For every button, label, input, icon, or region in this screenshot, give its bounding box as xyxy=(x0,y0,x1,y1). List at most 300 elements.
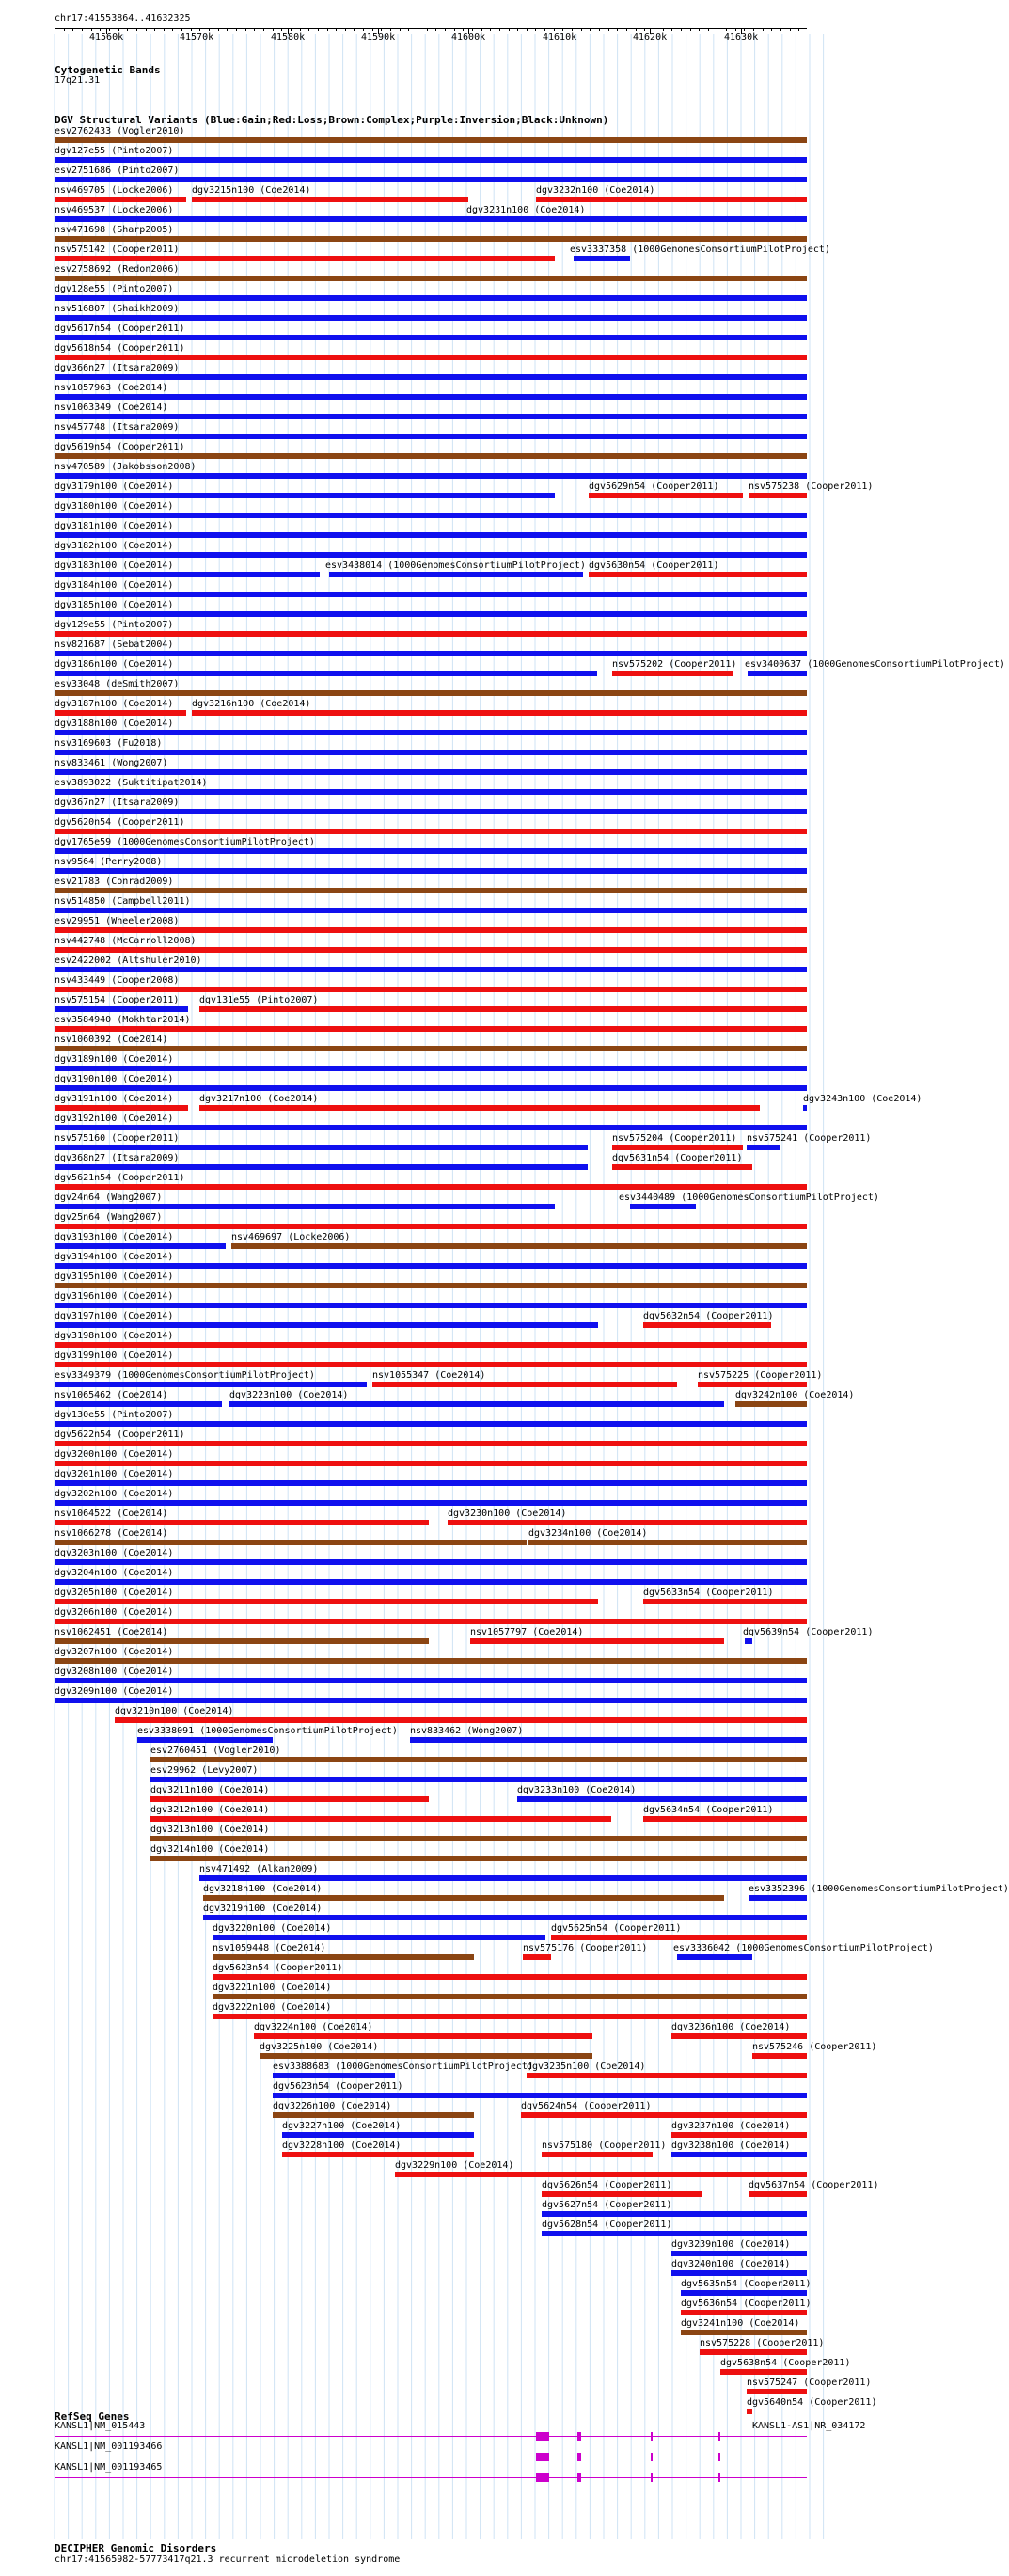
variant-bar[interactable] xyxy=(55,256,555,261)
variant-label[interactable]: dgv3236n100 (Coe2014) xyxy=(671,2022,791,2032)
variant-label[interactable]: dgv3192n100 (Coe2014) xyxy=(55,1114,174,1124)
variant-label[interactable]: nsv833462 (Wong2007) xyxy=(410,1726,524,1736)
variant-label[interactable]: nsv575238 (Cooper2011) xyxy=(749,482,874,492)
variant-label[interactable]: dgv3201n100 (Coe2014) xyxy=(55,1469,174,1479)
variant-label[interactable]: dgv3188n100 (Coe2014) xyxy=(55,719,174,729)
decipher-track-title[interactable]: DECIPHER Genomic Disorders xyxy=(55,2542,217,2554)
variant-label[interactable]: nsv9564 (Perry2008) xyxy=(55,857,163,867)
variant-label[interactable]: dgv3242n100 (Coe2014) xyxy=(735,1390,855,1400)
variant-label[interactable]: dgv5638n54 (Cooper2011) xyxy=(720,2358,851,2368)
variant-label[interactable]: dgv5640n54 (Cooper2011) xyxy=(747,2397,877,2408)
variant-label[interactable]: dgv5629n54 (Cooper2011) xyxy=(589,482,719,492)
variant-bar[interactable] xyxy=(137,1737,273,1743)
variant-label[interactable]: dgv3207n100 (Coe2014) xyxy=(55,1647,174,1657)
variant-label[interactable]: dgv128e55 (Pinto2007) xyxy=(55,284,174,294)
variant-bar[interactable] xyxy=(55,848,807,854)
variant-label[interactable]: dgv5628n54 (Cooper2011) xyxy=(542,2220,672,2230)
variant-label[interactable]: esv3338091 (1000GenomesConsortiumPilotProject) xyxy=(137,1726,398,1736)
variant-bar[interactable] xyxy=(192,197,468,202)
variant-bar[interactable] xyxy=(748,671,807,676)
variant-bar[interactable] xyxy=(55,1006,188,1012)
variant-label[interactable]: esv3352396 (1000GenomesConsortiumPilotProject) xyxy=(749,1884,1009,1894)
variant-bar[interactable] xyxy=(643,1322,771,1328)
variant-bar[interactable] xyxy=(213,2014,807,2019)
variant-bar[interactable] xyxy=(213,1954,474,1960)
variant-label[interactable]: dgv127e55 (Pinto2007) xyxy=(55,146,174,156)
variant-bar[interactable] xyxy=(517,1796,807,1802)
variant-label[interactable]: nsv469537 (Locke2006) xyxy=(55,205,174,215)
variant-bar[interactable] xyxy=(55,295,807,301)
variant-label[interactable]: dgv5619n54 (Cooper2011) xyxy=(55,442,185,452)
variant-label[interactable]: esv2762433 (Vogler2010) xyxy=(55,126,185,136)
variant-bar[interactable] xyxy=(199,1105,760,1111)
variant-label[interactable]: dgv5623n54 (Cooper2011) xyxy=(273,2081,403,2092)
variant-label[interactable]: dgv5633n54 (Cooper2011) xyxy=(643,1588,774,1598)
gene-exon[interactable] xyxy=(718,2473,720,2482)
variant-label[interactable]: nsv1060392 (Coe2014) xyxy=(55,1035,168,1045)
gene-exon[interactable] xyxy=(536,2473,549,2482)
variant-bar[interactable] xyxy=(55,1421,807,1427)
variant-bar[interactable] xyxy=(612,1145,743,1150)
variant-label[interactable]: dgv5637n54 (Cooper2011) xyxy=(749,2180,879,2190)
variant-bar[interactable] xyxy=(536,197,807,202)
variant-label[interactable]: dgv5626n54 (Cooper2011) xyxy=(542,2180,672,2190)
variant-bar[interactable] xyxy=(55,453,807,459)
variant-label[interactable]: dgv3216n100 (Coe2014) xyxy=(192,699,311,709)
variant-bar[interactable] xyxy=(55,1145,588,1150)
variant-bar[interactable] xyxy=(752,2053,807,2059)
variant-bar[interactable] xyxy=(55,1184,807,1190)
variant-label[interactable]: dgv3209n100 (Coe2014) xyxy=(55,1686,174,1697)
variant-bar[interactable] xyxy=(55,157,807,163)
variant-bar[interactable] xyxy=(55,750,807,755)
variant-label[interactable]: dgv3243n100 (Coe2014) xyxy=(803,1094,922,1104)
variant-label[interactable]: nsv457748 (Itsara2009) xyxy=(55,422,180,433)
variant-label[interactable]: esv2760451 (Vogler2010) xyxy=(150,1746,281,1756)
variant-label[interactable]: esv33048 (deSmith2007) xyxy=(55,679,180,689)
variant-bar[interactable] xyxy=(213,1935,545,1940)
variant-label[interactable]: dgv3228n100 (Coe2014) xyxy=(282,2141,402,2151)
variant-bar[interactable] xyxy=(55,1559,807,1565)
variant-label[interactable]: dgv3232n100 (Coe2014) xyxy=(536,185,655,196)
variant-bar[interactable] xyxy=(55,1658,807,1664)
variant-label[interactable]: dgv3202n100 (Coe2014) xyxy=(55,1489,174,1499)
variant-label[interactable]: dgv3215n100 (Coe2014) xyxy=(192,185,311,196)
variant-label[interactable]: nsv469697 (Locke2006) xyxy=(231,1232,351,1242)
variant-label[interactable]: dgv3217n100 (Coe2014) xyxy=(199,1094,319,1104)
variant-label[interactable]: dgv5635n54 (Cooper2011) xyxy=(681,2279,812,2289)
variant-bar[interactable] xyxy=(55,789,807,795)
variant-label[interactable]: dgv3189n100 (Coe2014) xyxy=(55,1054,174,1065)
variant-bar[interactable] xyxy=(55,888,807,893)
variant-bar[interactable] xyxy=(55,1362,807,1367)
variant-bar[interactable] xyxy=(55,1224,807,1229)
variant-label[interactable]: dgv5639n54 (Cooper2011) xyxy=(743,1627,874,1637)
variant-label[interactable]: dgv3198n100 (Coe2014) xyxy=(55,1331,174,1341)
variant-bar[interactable] xyxy=(55,1382,367,1387)
variant-label[interactable]: dgv5625n54 (Cooper2011) xyxy=(551,1923,682,1934)
variant-label[interactable]: nsv516807 (Shaikh2009) xyxy=(55,304,180,314)
gene-exon[interactable] xyxy=(651,2453,653,2461)
gene-label[interactable]: KANSL1|NM_015443 xyxy=(55,2421,146,2431)
variant-bar[interactable] xyxy=(55,1540,527,1545)
variant-label[interactable]: nsv575228 (Cooper2011) xyxy=(700,2338,825,2348)
refseq-extra-label[interactable]: KANSL1-AS1|NR_034172 xyxy=(752,2421,866,2431)
variant-bar[interactable] xyxy=(681,2330,807,2335)
variant-label[interactable]: esv3336042 (1000GenomesConsortiumPilotProject) xyxy=(673,1943,934,1953)
variant-label[interactable]: esv3388683 (1000GenomesConsortiumPilotProject) xyxy=(273,2062,533,2072)
refseq-track-title[interactable]: RefSeq Genes xyxy=(55,2410,130,2423)
cytoband-track-title[interactable]: Cytogenetic Bands xyxy=(55,64,161,76)
variant-label[interactable]: nsv1057797 (Coe2014) xyxy=(470,1627,584,1637)
variant-label[interactable]: esv2758692 (Redon2006) xyxy=(55,264,180,275)
variant-bar[interactable] xyxy=(55,394,807,400)
variant-bar[interactable] xyxy=(735,1401,807,1407)
variant-bar[interactable] xyxy=(745,1638,752,1644)
variant-label[interactable]: esv3337358 (1000GenomesConsortiumPilotProject) xyxy=(570,245,830,255)
gene-label[interactable]: KANSL1|NM_001193466 xyxy=(55,2442,163,2452)
variant-bar[interactable] xyxy=(55,690,807,696)
variant-label[interactable]: dgv3205n100 (Coe2014) xyxy=(55,1588,174,1598)
variant-bar[interactable] xyxy=(671,2132,807,2138)
variant-label[interactable]: nsv1065462 (Coe2014) xyxy=(55,1390,168,1400)
variant-bar[interactable] xyxy=(542,2231,807,2236)
variant-bar[interactable] xyxy=(410,1737,807,1743)
variant-bar[interactable] xyxy=(55,572,320,577)
variant-bar[interactable] xyxy=(55,967,807,972)
variant-label[interactable]: nsv469705 (Locke2006) xyxy=(55,185,174,196)
variant-label[interactable]: nsv1063349 (Coe2014) xyxy=(55,403,168,413)
variant-bar[interactable] xyxy=(55,434,807,439)
variant-label[interactable]: nsv575204 (Cooper2011) xyxy=(612,1133,737,1144)
variant-bar[interactable] xyxy=(574,256,630,261)
variant-label[interactable]: dgv3191n100 (Coe2014) xyxy=(55,1094,174,1104)
variant-label[interactable]: dgv5624n54 (Cooper2011) xyxy=(521,2101,652,2111)
variant-label[interactable]: dgv5630n54 (Cooper2011) xyxy=(589,561,719,571)
variant-label[interactable]: dgv5631n54 (Cooper2011) xyxy=(612,1153,743,1163)
variant-label[interactable]: nsv575160 (Cooper2011) xyxy=(55,1133,180,1144)
variant-bar[interactable] xyxy=(720,2369,807,2375)
variant-bar[interactable] xyxy=(55,236,807,242)
variant-bar[interactable] xyxy=(55,532,807,538)
variant-bar[interactable] xyxy=(55,1243,226,1249)
variant-bar[interactable] xyxy=(282,2152,474,2157)
variant-label[interactable]: esv3400637 (1000GenomesConsortiumPilotProject) xyxy=(745,659,1005,670)
variant-label[interactable]: dgv3180n100 (Coe2014) xyxy=(55,501,174,512)
variant-label[interactable]: nsv470589 (Jakobsson2008) xyxy=(55,462,197,472)
decipher-entry[interactable]: chr17:41565982-57773417q21.3 recurrent microdeletion syndrome xyxy=(55,2554,401,2565)
variant-label[interactable]: dgv3225n100 (Coe2014) xyxy=(260,2042,379,2052)
variant-bar[interactable] xyxy=(55,177,807,182)
variant-label[interactable]: esv3438014 (1000GenomesConsortiumPilotProject) xyxy=(325,561,586,571)
variant-bar[interactable] xyxy=(677,1954,752,1960)
variant-bar[interactable] xyxy=(749,1895,807,1901)
gene-exon[interactable] xyxy=(577,2432,581,2441)
variant-bar[interactable] xyxy=(55,374,807,380)
variant-label[interactable]: dgv3186n100 (Coe2014) xyxy=(55,659,174,670)
variant-label[interactable]: dgv3197n100 (Coe2014) xyxy=(55,1311,174,1321)
variant-bar[interactable] xyxy=(55,1638,429,1644)
variant-bar[interactable] xyxy=(55,1520,429,1525)
variant-bar[interactable] xyxy=(542,2191,702,2197)
variant-label[interactable]: dgv131e55 (Pinto2007) xyxy=(199,995,319,1005)
variant-bar[interactable] xyxy=(55,1599,598,1604)
variant-label[interactable]: dgv5621n54 (Cooper2011) xyxy=(55,1173,185,1183)
variant-label[interactable]: dgv5636n54 (Cooper2011) xyxy=(681,2299,812,2309)
variant-label[interactable]: dgv5622n54 (Cooper2011) xyxy=(55,1430,185,1440)
variant-bar[interactable] xyxy=(273,2073,395,2078)
variant-bar[interactable] xyxy=(55,868,807,874)
variant-bar[interactable] xyxy=(671,2152,807,2157)
gene-exon[interactable] xyxy=(536,2453,549,2461)
variant-bar[interactable] xyxy=(329,572,583,577)
variant-bar[interactable] xyxy=(55,987,807,992)
variant-label[interactable]: esv3349379 (1000GenomesConsortiumPilotProject) xyxy=(55,1370,315,1381)
variant-bar[interactable] xyxy=(55,1105,188,1111)
variant-label[interactable]: nsv821687 (Sebat2004) xyxy=(55,640,174,650)
variant-bar[interactable] xyxy=(273,2093,807,2098)
variant-label[interactable]: dgv3195n100 (Coe2014) xyxy=(55,1272,174,1282)
variant-bar[interactable] xyxy=(55,710,186,716)
variant-label[interactable]: dgv3200n100 (Coe2014) xyxy=(55,1449,174,1460)
variant-bar[interactable] xyxy=(528,1540,807,1545)
variant-bar[interactable] xyxy=(55,1125,807,1130)
variant-bar[interactable] xyxy=(55,1678,807,1683)
variant-label[interactable]: esv21783 (Conrad2009) xyxy=(55,877,174,887)
variant-label[interactable]: nsv1066278 (Coe2014) xyxy=(55,1528,168,1539)
variant-label[interactable]: nsv575247 (Cooper2011) xyxy=(747,2378,872,2388)
variant-bar[interactable] xyxy=(229,1401,724,1407)
variant-bar[interactable] xyxy=(55,315,807,321)
variant-label[interactable]: dgv3233n100 (Coe2014) xyxy=(517,1785,637,1795)
variant-label[interactable]: nsv514850 (Campbell2011) xyxy=(55,896,191,907)
variant-label[interactable]: dgv3241n100 (Coe2014) xyxy=(681,2318,800,2329)
variant-label[interactable]: dgv3185n100 (Coe2014) xyxy=(55,600,174,610)
variant-label[interactable]: esv29951 (Wheeler2008) xyxy=(55,916,180,926)
variant-label[interactable]: dgv3187n100 (Coe2014) xyxy=(55,699,174,709)
variant-bar[interactable] xyxy=(643,1816,807,1822)
variant-label[interactable]: dgv129e55 (Pinto2007) xyxy=(55,620,174,630)
variant-bar[interactable] xyxy=(55,355,807,360)
variant-bar[interactable] xyxy=(527,2073,807,2078)
variant-label[interactable]: esv3893022 (Suktitipat2014) xyxy=(55,778,208,788)
variant-label[interactable]: dgv3190n100 (Coe2014) xyxy=(55,1074,174,1084)
variant-bar[interactable] xyxy=(213,1994,807,1999)
variant-label[interactable]: nsv433449 (Cooper2008) xyxy=(55,975,180,986)
variant-label[interactable]: dgv3211n100 (Coe2014) xyxy=(150,1785,270,1795)
variant-label[interactable]: nsv575154 (Cooper2011) xyxy=(55,995,180,1005)
variant-bar[interactable] xyxy=(747,2389,807,2394)
variant-bar[interactable] xyxy=(55,552,807,558)
variant-bar[interactable] xyxy=(372,1382,677,1387)
variant-bar[interactable] xyxy=(749,2191,807,2197)
variant-bar[interactable] xyxy=(671,2251,807,2256)
variant-label[interactable]: dgv3199n100 (Coe2014) xyxy=(55,1351,174,1361)
variant-label[interactable]: dgv3218n100 (Coe2014) xyxy=(203,1884,323,1894)
variant-bar[interactable] xyxy=(55,493,555,498)
variant-label[interactable]: nsv575142 (Cooper2011) xyxy=(55,245,180,255)
variant-bar[interactable] xyxy=(55,1303,807,1308)
variant-bar[interactable] xyxy=(115,1717,807,1723)
variant-label[interactable]: dgv3212n100 (Coe2014) xyxy=(150,1805,270,1815)
variant-bar[interactable] xyxy=(55,730,807,735)
variant-bar[interactable] xyxy=(542,2211,807,2217)
variant-bar[interactable] xyxy=(55,908,807,913)
variant-bar[interactable] xyxy=(466,216,807,222)
variant-label[interactable]: dgv5634n54 (Cooper2011) xyxy=(643,1805,774,1815)
variant-bar[interactable] xyxy=(470,1638,724,1644)
variant-label[interactable]: dgv5618n54 (Cooper2011) xyxy=(55,343,185,354)
gene-exon[interactable] xyxy=(718,2453,720,2461)
variant-label[interactable]: dgv3214n100 (Coe2014) xyxy=(150,1844,270,1855)
variant-label[interactable]: dgv3223n100 (Coe2014) xyxy=(229,1390,349,1400)
variant-label[interactable]: dgv3184n100 (Coe2014) xyxy=(55,580,174,591)
variant-label[interactable]: dgv3239n100 (Coe2014) xyxy=(671,2239,791,2250)
variant-bar[interactable] xyxy=(203,1895,724,1901)
gene-exon[interactable] xyxy=(577,2453,581,2461)
variant-label[interactable]: nsv575180 (Cooper2011) xyxy=(542,2141,667,2151)
variant-bar[interactable] xyxy=(55,769,807,775)
variant-label[interactable]: dgv3194n100 (Coe2014) xyxy=(55,1252,174,1262)
variant-label[interactable]: dgv3237n100 (Coe2014) xyxy=(671,2121,791,2131)
variant-bar[interactable] xyxy=(150,1816,611,1822)
variant-label[interactable]: dgv3224n100 (Coe2014) xyxy=(254,2022,373,2032)
variant-bar[interactable] xyxy=(55,1283,807,1288)
variant-bar[interactable] xyxy=(395,2172,807,2177)
variant-label[interactable]: nsv575225 (Cooper2011) xyxy=(698,1370,823,1381)
variant-bar[interactable] xyxy=(55,1046,807,1051)
gene-exon[interactable] xyxy=(651,2432,653,2441)
variant-label[interactable]: dgv25n64 (Wang2007) xyxy=(55,1212,163,1223)
variant-label[interactable]: dgv3219n100 (Coe2014) xyxy=(203,1904,323,1914)
variant-bar[interactable] xyxy=(671,2033,807,2039)
variant-label[interactable]: dgv3193n100 (Coe2014) xyxy=(55,1232,174,1242)
variant-bar[interactable] xyxy=(55,216,466,222)
variant-bar[interactable] xyxy=(150,1836,807,1841)
variant-bar[interactable] xyxy=(671,2270,807,2276)
variant-label[interactable]: dgv3229n100 (Coe2014) xyxy=(395,2160,514,2171)
variant-label[interactable]: dgv3182n100 (Coe2014) xyxy=(55,541,174,551)
variant-label[interactable]: dgv3179n100 (Coe2014) xyxy=(55,482,174,492)
variant-label[interactable]: dgv5620n54 (Cooper2011) xyxy=(55,817,185,828)
gene-exon[interactable] xyxy=(651,2473,653,2482)
variant-bar[interactable] xyxy=(55,473,807,479)
variant-bar[interactable] xyxy=(681,2290,807,2296)
variant-label[interactable]: dgv24n64 (Wang2007) xyxy=(55,1193,163,1203)
variant-bar[interactable] xyxy=(282,2132,474,2138)
variant-bar[interactable] xyxy=(254,2033,592,2039)
variant-label[interactable]: dgv367n27 (Itsara2009) xyxy=(55,798,180,808)
variant-bar[interactable] xyxy=(747,1145,780,1150)
variant-bar[interactable] xyxy=(55,1441,807,1446)
variant-label[interactable]: nsv575241 (Cooper2011) xyxy=(747,1133,872,1144)
variant-label[interactable]: esv2422002 (Altshuler2010) xyxy=(55,956,202,966)
variant-label[interactable]: nsv471698 (Sharp2005) xyxy=(55,225,174,235)
variant-bar[interactable] xyxy=(199,1006,807,1012)
variant-bar[interactable] xyxy=(55,829,807,834)
variant-bar[interactable] xyxy=(55,414,807,419)
variant-bar[interactable] xyxy=(803,1105,807,1111)
variant-bar[interactable] xyxy=(681,2310,807,2315)
variant-label[interactable]: nsv3169603 (Fu2018) xyxy=(55,738,163,749)
variant-label[interactable]: dgv5632n54 (Cooper2011) xyxy=(643,1311,774,1321)
variant-bar[interactable] xyxy=(150,1757,807,1762)
gene-exon[interactable] xyxy=(577,2473,581,2482)
variant-bar[interactable] xyxy=(55,335,807,340)
variant-bar[interactable] xyxy=(55,809,807,814)
variant-label[interactable]: nsv1062451 (Coe2014) xyxy=(55,1627,168,1637)
variant-label[interactable]: dgv368n27 (Itsara2009) xyxy=(55,1153,180,1163)
variant-label[interactable]: dgv3221n100 (Coe2014) xyxy=(213,1983,332,1993)
gene-exon[interactable] xyxy=(718,2432,720,2441)
variant-bar[interactable] xyxy=(55,1619,807,1624)
variant-label[interactable]: nsv575246 (Cooper2011) xyxy=(752,2042,877,2052)
variant-bar[interactable] xyxy=(150,1856,807,1861)
variant-label[interactable]: esv3584940 (Mokhtar2014) xyxy=(55,1015,191,1025)
variant-bar[interactable] xyxy=(612,671,733,676)
variant-bar[interactable] xyxy=(55,1085,807,1091)
variant-label[interactable]: dgv3238n100 (Coe2014) xyxy=(671,2141,791,2151)
variant-label[interactable]: dgv366n27 (Itsara2009) xyxy=(55,363,180,373)
variant-label[interactable]: dgv3240n100 (Coe2014) xyxy=(671,2259,791,2269)
variant-label[interactable]: dgv3234n100 (Coe2014) xyxy=(528,1528,648,1539)
variant-label[interactable]: dgv3220n100 (Coe2014) xyxy=(213,1923,332,1934)
variant-label[interactable]: dgv5623n54 (Cooper2011) xyxy=(213,1963,343,1973)
variant-bar[interactable] xyxy=(612,1164,752,1170)
variant-label[interactable]: dgv1765e59 (1000GenomesConsortiumPilotProject) xyxy=(55,837,315,847)
variant-label[interactable]: dgv3181n100 (Coe2014) xyxy=(55,521,174,531)
variant-bar[interactable] xyxy=(55,611,807,617)
variant-label[interactable]: dgv3222n100 (Coe2014) xyxy=(213,2002,332,2013)
variant-bar[interactable] xyxy=(55,1164,588,1170)
variant-label[interactable]: dgv5627n54 (Cooper2011) xyxy=(542,2200,672,2210)
variant-label[interactable]: dgv5617n54 (Cooper2011) xyxy=(55,324,185,334)
variant-bar[interactable] xyxy=(55,1263,807,1269)
variant-bar[interactable] xyxy=(589,493,743,498)
variant-bar[interactable] xyxy=(542,2152,653,2157)
variant-bar[interactable] xyxy=(55,651,807,656)
variant-bar[interactable] xyxy=(55,1500,807,1506)
variant-bar[interactable] xyxy=(273,2112,474,2118)
variant-bar[interactable] xyxy=(630,1204,696,1209)
variant-bar[interactable] xyxy=(698,1382,807,1387)
variant-bar[interactable] xyxy=(551,1935,807,1940)
variant-bar[interactable] xyxy=(55,1026,807,1032)
gene-exon[interactable] xyxy=(536,2432,549,2441)
variant-label[interactable]: nsv833461 (Wong2007) xyxy=(55,758,168,768)
variant-bar[interactable] xyxy=(55,1698,807,1703)
variant-bar[interactable] xyxy=(55,276,807,281)
variant-bar[interactable] xyxy=(448,1520,807,1525)
variant-label[interactable]: dgv3206n100 (Coe2014) xyxy=(55,1607,174,1618)
dgv-track-title[interactable]: DGV Structural Variants (Blue:Gain;Red:Loss;Brown:Complex;Purple:Inversion;Black:Unknown) xyxy=(55,114,609,126)
variant-label[interactable]: nsv471492 (Alkan2009) xyxy=(199,1864,319,1874)
variant-label[interactable]: nsv575176 (Cooper2011) xyxy=(523,1943,648,1953)
variant-bar[interactable] xyxy=(55,1579,807,1585)
variant-bar[interactable] xyxy=(199,1875,807,1881)
variant-label[interactable]: dgv130e55 (Pinto2007) xyxy=(55,1410,174,1420)
variant-bar[interactable] xyxy=(192,710,807,716)
variant-bar[interactable] xyxy=(55,1066,807,1071)
variant-label[interactable]: dgv3203n100 (Coe2014) xyxy=(55,1548,174,1558)
variant-label[interactable]: nsv1064522 (Coe2014) xyxy=(55,1509,168,1519)
variant-bar[interactable] xyxy=(55,592,807,597)
variant-bar[interactable] xyxy=(747,2409,752,2414)
variant-label[interactable]: dgv3227n100 (Coe2014) xyxy=(282,2121,402,2131)
variant-label[interactable]: dgv3210n100 (Coe2014) xyxy=(115,1706,234,1716)
variant-bar[interactable] xyxy=(589,572,807,577)
variant-bar[interactable] xyxy=(55,927,807,933)
